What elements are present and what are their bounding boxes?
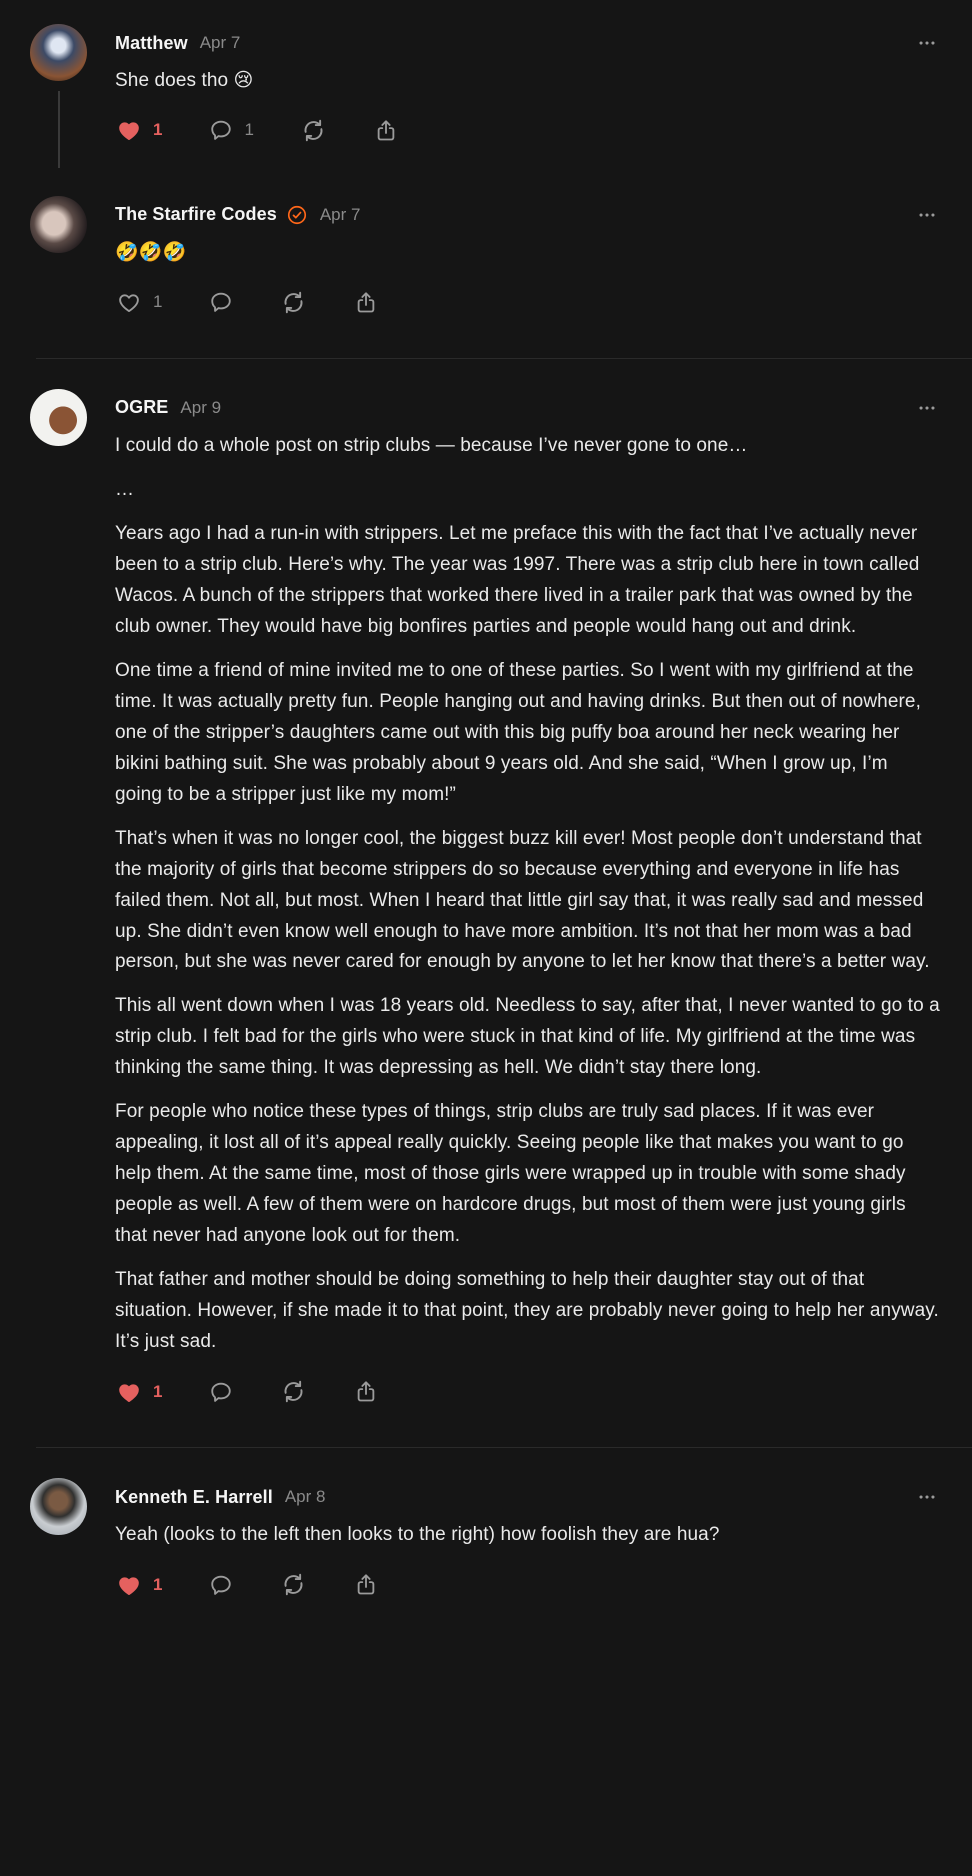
- comment: [0, 0, 972, 172]
- restack-button[interactable]: [280, 1378, 307, 1405]
- restack-button[interactable]: [300, 117, 327, 144]
- avatar-column: [30, 389, 87, 1429]
- comment-paragraph: Years ago I had a run-in with strippers. Let me preface this with the fact that I’ve actually never been to a strip club. Here’s why. The year was 1997. There was a strip club here in town called Wacos. A bunch of the strippers that worked there lived in a trailer park that was owned by the club owner. They would have big bonfires parties and people would hang out and drink.: [115, 522, 920, 637]
- comment-date: Apr 7: [319, 204, 361, 224]
- comment-paragraph: 🤣🤣🤣: [115, 241, 187, 263]
- comment-date: Apr 8: [284, 1487, 326, 1507]
- ellipsis-menu-icon[interactable]: [914, 30, 940, 56]
- reply-button[interactable]: [208, 117, 253, 143]
- author-name[interactable]: Matthew: [115, 32, 188, 53]
- like-count: 1: [153, 1381, 163, 1401]
- avatar-column: [30, 196, 87, 340]
- author-name[interactable]: The Starfire Codes: [115, 204, 277, 225]
- share-button[interactable]: [353, 1571, 379, 1598]
- ellipsis-menu-icon[interactable]: [914, 395, 940, 421]
- avatar[interactable]: [30, 24, 87, 81]
- comment-date: Apr 9: [180, 397, 222, 417]
- comment-icon: [208, 1379, 234, 1405]
- share-icon: [353, 1378, 379, 1405]
- like-button[interactable]: [115, 1379, 162, 1405]
- comment-paragraph: For people who notice these types of things, strip clubs are truly sad places. If it was ever appealing, it lost all of it’s appeal really quickly. Seeing people like that makes you want to go help them. At the same time, most of those girls were wrapped up in trouble with some shady people as well. A few of them were on hardcore drugs, but most of them were just young girls that never had anyone look out for them.: [115, 1101, 906, 1247]
- heart-icon: [115, 117, 143, 143]
- avatar[interactable]: [30, 389, 87, 446]
- comment: [0, 172, 972, 344]
- comment-icon: [208, 117, 234, 143]
- avatar-column: [30, 24, 87, 168]
- avatar[interactable]: [30, 196, 87, 253]
- share-icon: [353, 1571, 379, 1598]
- reply-button[interactable]: [208, 1572, 234, 1598]
- comment-body: [115, 66, 940, 97]
- restack-icon: [280, 1378, 307, 1405]
- like-button[interactable]: [115, 117, 162, 143]
- comment-paragraph: I could do a whole post on strip clubs — because I’ve never gone to one…: [115, 434, 748, 456]
- verified-badge-icon: [286, 204, 308, 226]
- comment-paragraph: That’s when it was no longer cool, the biggest buzz kill ever! Most people don’t understand that the majority of girls that become strippers do so because everything and everyone in life has failed them. Not all, but most. When I heard that little girl say that, it was really sad and messed up. She didn’t even know well enough to have more ambition. It’s not that her mom was a bad person, but she was never cared for enough by anyone to let her know that there’s a better way.: [115, 827, 930, 973]
- share-icon: [353, 289, 379, 316]
- restack-button[interactable]: [280, 289, 307, 316]
- heart-icon: [115, 289, 143, 315]
- like-count: 1: [153, 1574, 163, 1594]
- comment-body: [115, 238, 940, 269]
- comment-paragraph: This all went down when I was 18 years old. Needless to say, after that, I never wanted to go to a strip club. I felt bad for the girls who were stuck in that kind of life. My girlfriend at the time was thinking the same thing. It was depressing as hell. We didn’t stay there long.: [115, 995, 940, 1079]
- reply-button[interactable]: [208, 289, 234, 315]
- share-button[interactable]: [353, 1378, 379, 1405]
- comment: [0, 365, 972, 1433]
- action-bar: [115, 1571, 940, 1598]
- comment: [0, 1454, 972, 1626]
- comment-paragraph: She does tho 😢: [115, 70, 254, 91]
- comment-divider: [36, 1447, 972, 1448]
- avatar[interactable]: [30, 1478, 87, 1535]
- share-button[interactable]: [373, 117, 399, 144]
- comment-body: [115, 431, 940, 1358]
- restack-icon: [300, 117, 327, 144]
- comment-header: [115, 1484, 940, 1510]
- like-button[interactable]: [115, 289, 162, 315]
- action-bar: [115, 1378, 940, 1405]
- comment-content: [115, 24, 940, 168]
- author-name[interactable]: Kenneth E. Harrell: [115, 1486, 273, 1507]
- heart-icon: [115, 1572, 143, 1598]
- ellipsis-menu-icon[interactable]: [914, 202, 940, 228]
- ellipsis-menu-icon[interactable]: [914, 1484, 940, 1510]
- restack-button[interactable]: [280, 1571, 307, 1598]
- heart-icon: [115, 1379, 143, 1405]
- comment-icon: [208, 1572, 234, 1598]
- author-name[interactable]: OGRE: [115, 397, 169, 418]
- share-icon: [373, 117, 399, 144]
- like-count: 1: [153, 292, 163, 312]
- reply-button[interactable]: [208, 1379, 234, 1405]
- reply-count: 1: [244, 120, 254, 140]
- comment-content: [115, 389, 940, 1429]
- comment-icon: [208, 289, 234, 315]
- avatar-column: [30, 1478, 87, 1622]
- comment-header: [115, 202, 940, 228]
- action-bar: [115, 289, 940, 316]
- restack-icon: [280, 289, 307, 316]
- comment-paragraph: That father and mother should be doing something to help their daughter stay out of that situation. However, if she made it to that point, they are probably never going to help her anyway. It’s just sad.: [115, 1269, 939, 1353]
- comment-header: [115, 30, 940, 56]
- comment-content: [115, 196, 940, 340]
- comment-date: Apr 7: [199, 33, 241, 52]
- like-count: 1: [153, 120, 163, 140]
- comment-content: [115, 1478, 940, 1622]
- restack-icon: [280, 1571, 307, 1598]
- comment-paragraph: Yeah (looks to the left then looks to the right) how foolish they are hua?: [115, 1524, 720, 1546]
- share-button[interactable]: [353, 289, 379, 316]
- comment-paragraph: One time a friend of mine invited me to one of these parties. So I went with my girlfriend at the time. It was actually pretty fun. People hanging out and having drinks. But then out of nowhere, one of the stripper’s daughters came out with this big puffy boa around her neck wearing her bikini bathing suit. She was probably about 9 years old. And she said, “When I grow up, I’m going to be a stripper just like my mom!”: [115, 659, 921, 805]
- action-bar: [115, 117, 940, 144]
- comment-header: [115, 395, 940, 421]
- comment-paragraph: …: [115, 478, 135, 500]
- like-button[interactable]: [115, 1572, 162, 1598]
- comment-body: [115, 1520, 940, 1551]
- comment-divider: [36, 358, 972, 359]
